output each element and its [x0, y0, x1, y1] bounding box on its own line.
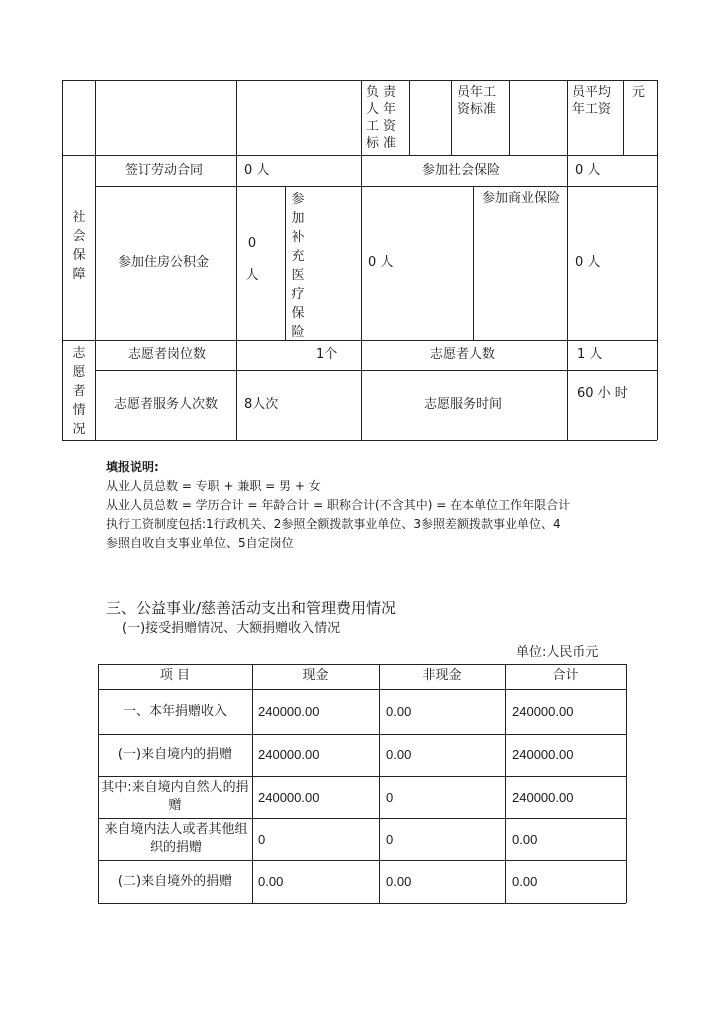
table-row-total: 0.00	[512, 832, 538, 847]
notes-line: 参照自收自支事业单位、5自定岗位	[106, 536, 294, 550]
social-insurance-value: 0 人	[575, 163, 601, 178]
table-row-cash: 240000.00	[258, 747, 320, 762]
column-header-total: 合计	[552, 668, 579, 683]
table-row-noncash: 0.00	[386, 874, 412, 889]
notes-line: 从业人员总数 = 学历合计 = 年龄合计 = 职称合计(不含其中) = 在本单位工作年限合计	[106, 498, 571, 512]
table2-border-top	[98, 664, 626, 665]
table-row-noncash: 0.00	[386, 704, 412, 719]
table2-line	[98, 734, 626, 735]
currency-unit-label: 单位:人民币元	[516, 645, 599, 660]
notes-line: 从业人员总数 = 专职 + 兼职 = 男 + 女	[106, 479, 321, 493]
table1-line	[509, 80, 510, 155]
table1-border-right	[657, 80, 658, 440]
table1-border-left	[62, 80, 63, 440]
table-row-cash: 0.00	[258, 874, 284, 889]
volunteer-count-value: 1 人	[577, 347, 603, 362]
table2-border-left	[98, 664, 99, 903]
notes-title: 填报说明:	[106, 460, 159, 474]
section-title: 三、公益事业/慈善活动支出和管理费用情况	[106, 599, 397, 617]
notes-line: 执行工资制度包括:1行政机关、2参照全额拨款事业单位、3参照差额拨款事业单位、4	[106, 517, 561, 531]
social-insurance-label: 参加社会保险	[422, 163, 501, 178]
head-salary-standard: 负责人年工资标准	[366, 85, 401, 151]
table-row-total: 240000.00	[512, 747, 574, 762]
table-row-item: 来自境内法人或者其他组织的捐赠	[104, 822, 248, 855]
table-row-total: 240000.00	[512, 704, 574, 719]
commercial-insurance-value: 0 人	[575, 255, 601, 270]
table-row-item: (一)来自境内的捐赠	[117, 747, 233, 762]
volunteer-service-times-value: 8人次	[244, 397, 279, 412]
table2-border-bottom	[98, 903, 626, 904]
housing-fund-value: 0人	[245, 236, 259, 283]
table1-line	[236, 80, 237, 440]
table1-border-bottom	[62, 440, 657, 441]
table-row-item: 一、本年捐赠收入	[122, 704, 227, 719]
column-header-cash: 现金	[302, 668, 329, 683]
table2-line	[379, 664, 380, 903]
table2-line	[98, 689, 626, 690]
table2-line	[252, 664, 253, 903]
table1-line	[95, 370, 657, 371]
table-row-item: (二)来自境外的捐赠	[117, 874, 233, 889]
table1-line	[451, 80, 452, 155]
section-subtitle: (一)接受捐赠情况、大额捐赠收入情况	[122, 621, 341, 636]
table1-line	[95, 186, 657, 187]
table1-line	[567, 80, 568, 440]
table-row-item: 其中:来自境内自然人的捐赠	[101, 780, 249, 813]
table-row-cash: 0	[258, 832, 266, 847]
table-row-cash: 240000.00	[258, 704, 320, 719]
table-row-total: 0.00	[512, 874, 538, 889]
table2-line	[98, 818, 626, 819]
volunteer-posts-label: 志愿者岗位数	[128, 347, 207, 362]
table2-border-right	[626, 664, 627, 903]
column-header-item: 项 目	[159, 668, 191, 683]
table2-line	[98, 776, 626, 777]
commercial-insurance-label: 参加商业保险	[482, 191, 561, 206]
table-row-noncash: 0.00	[386, 747, 412, 762]
volunteer-posts-value: 1个	[316, 347, 338, 362]
table2-line	[98, 860, 626, 861]
currency-unit-yuan: 元	[632, 85, 646, 100]
table-row-noncash: 0	[386, 832, 394, 847]
table1-line	[473, 186, 474, 340]
table-row-cash: 240000.00	[258, 790, 320, 805]
housing-fund-label: 参加住房公积金	[118, 255, 210, 270]
table1-line	[95, 80, 96, 440]
labor-contract-label: 签订劳动合同	[125, 163, 204, 178]
volunteer-hours-value: 60 小 时	[577, 386, 628, 401]
table-row-noncash: 0	[386, 790, 394, 805]
social-security-header: 社会保障	[72, 210, 86, 282]
volunteer-header: 志愿者情况	[72, 346, 86, 437]
staff-average-salary: 员平均年工资	[572, 85, 612, 117]
labor-contract-value: 0 人	[244, 163, 270, 178]
column-header-noncash: 非现金	[422, 668, 462, 683]
table1-line	[409, 80, 410, 155]
supplementary-medical-value: 0 人	[368, 255, 394, 270]
table1-line	[361, 80, 362, 440]
staff-salary-standard: 员年工资标准	[457, 85, 497, 117]
volunteer-service-times-label: 志愿者服务人次数	[114, 397, 219, 412]
volunteer-count-label: 志愿者人数	[430, 347, 496, 362]
table-row-total: 240000.00	[512, 790, 574, 805]
supplementary-medical-label: 参加补充医疗保险	[291, 192, 305, 340]
table1-line	[623, 80, 624, 155]
volunteer-hours-label: 志愿服务时间	[424, 397, 503, 412]
table2-line	[505, 664, 506, 903]
table1-line	[285, 186, 286, 340]
